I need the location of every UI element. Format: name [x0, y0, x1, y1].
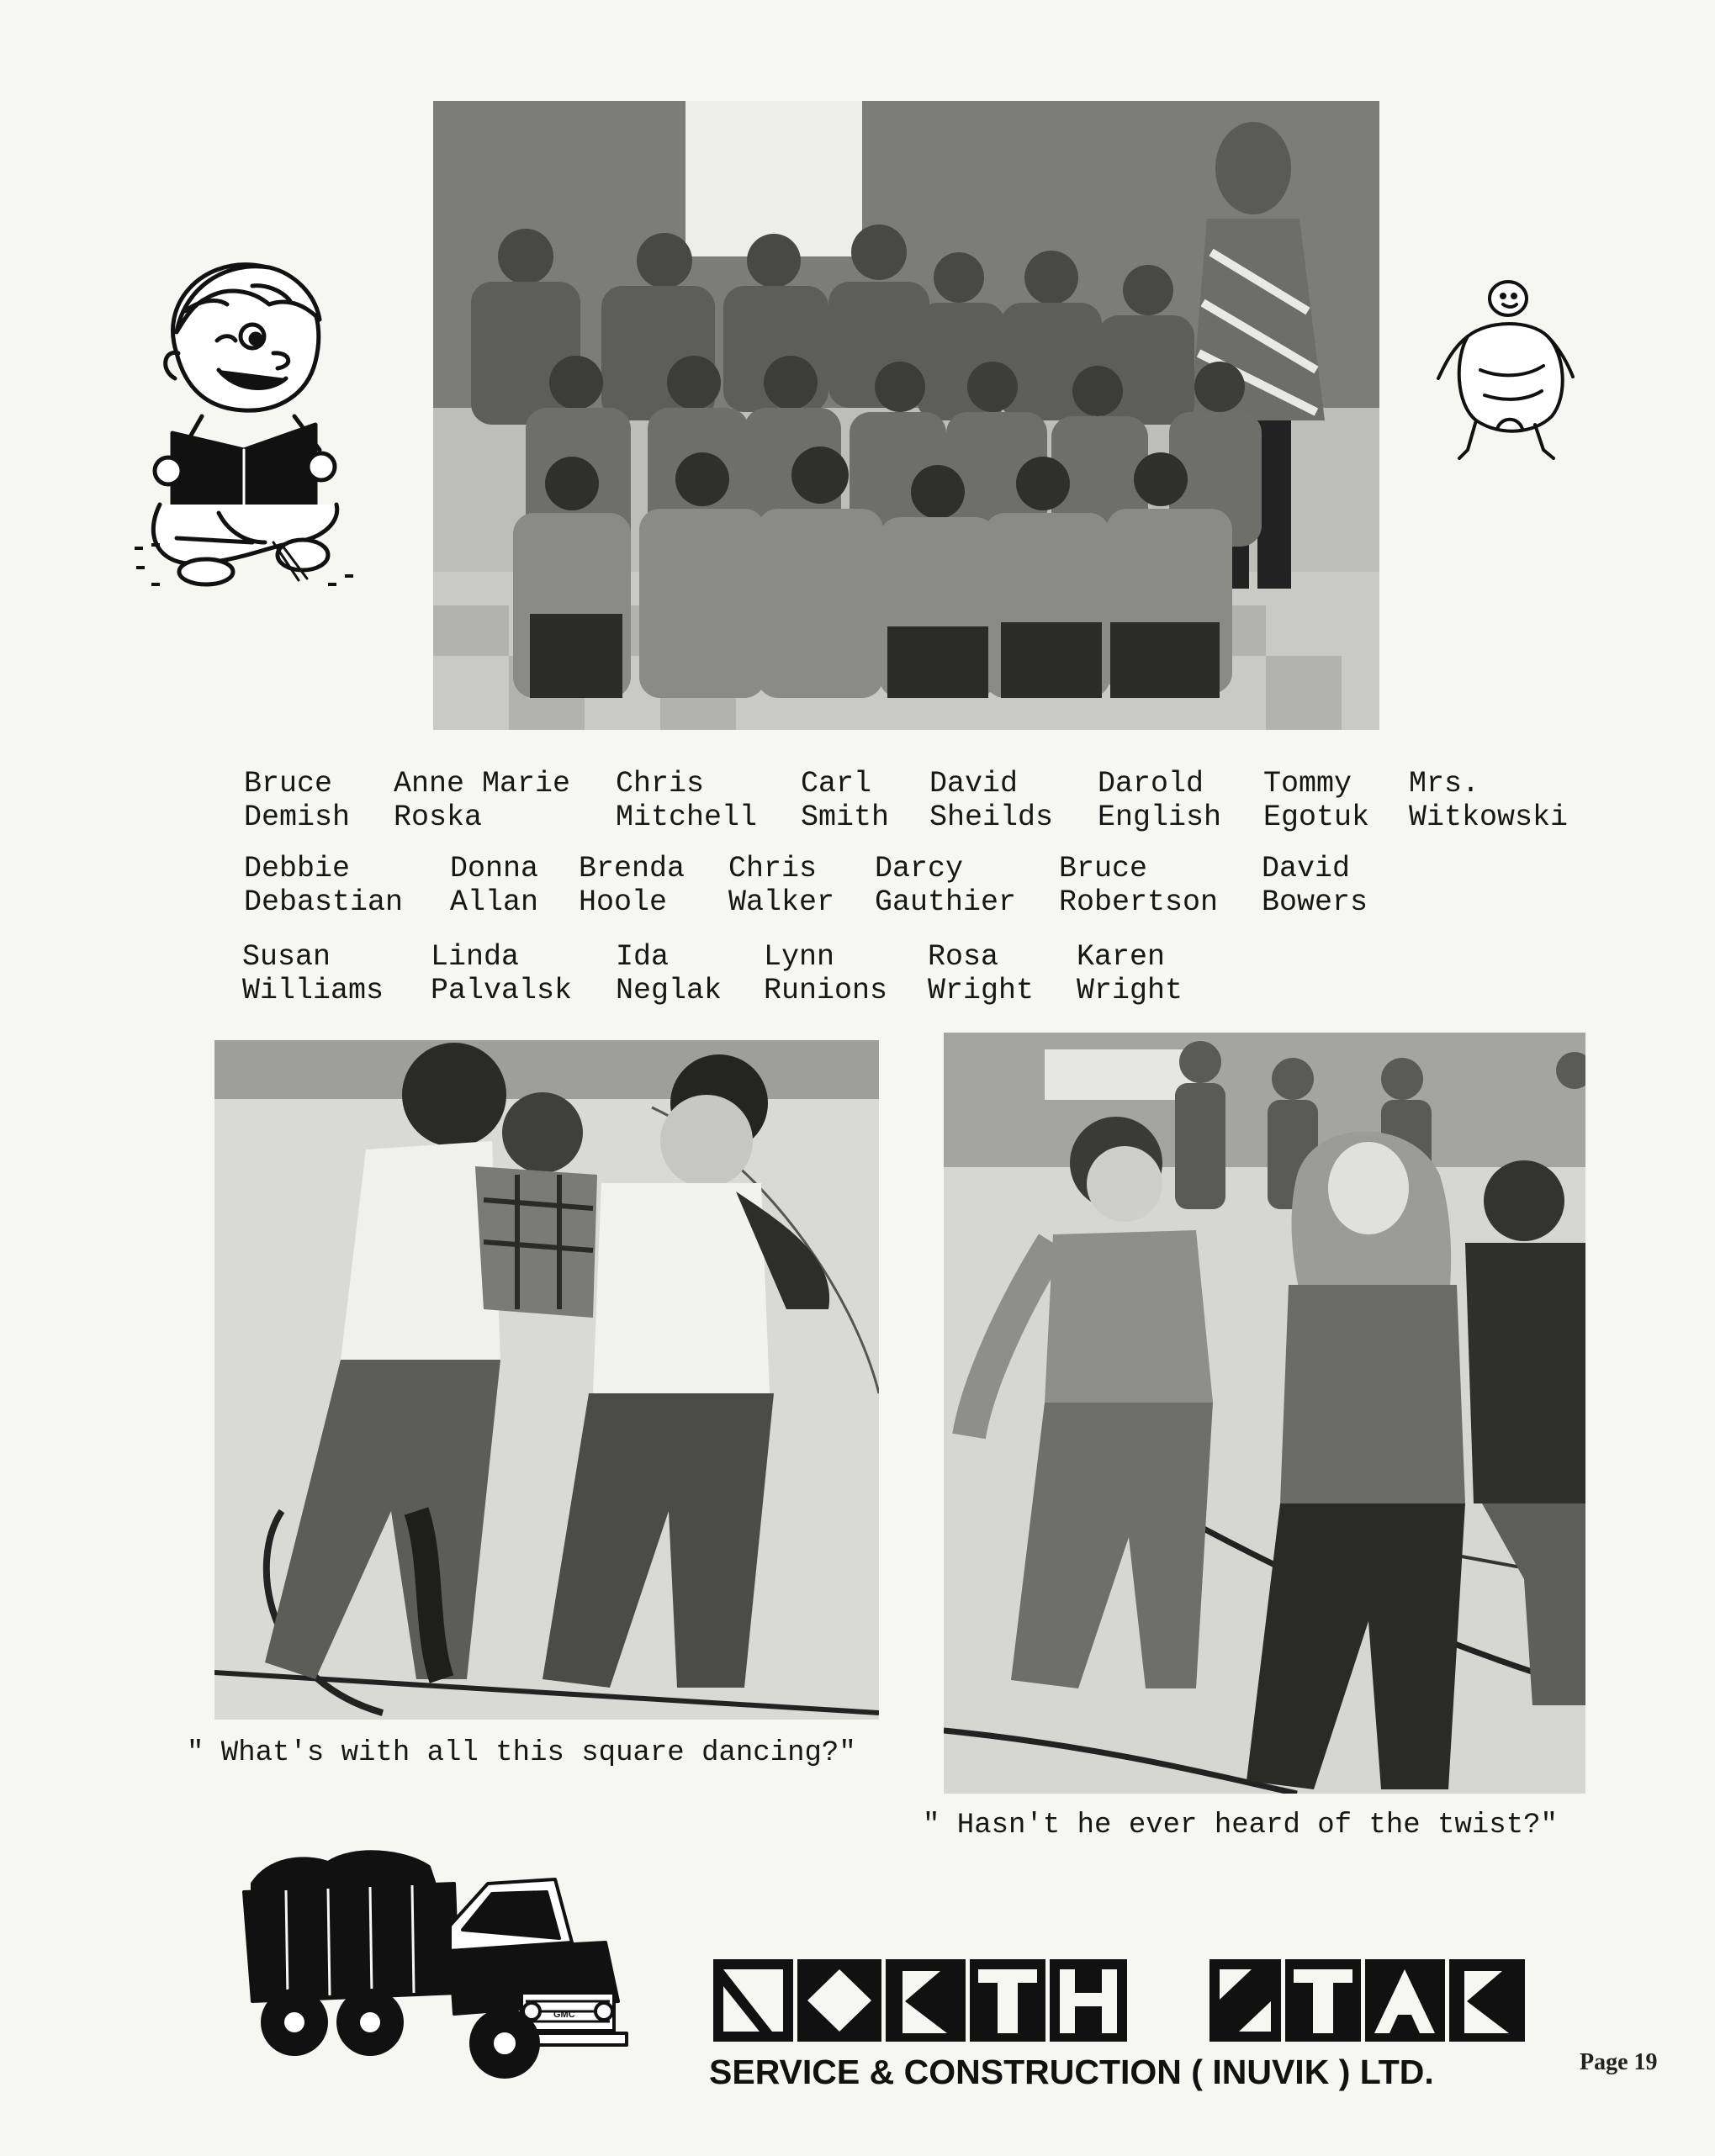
- truck-grille-label: GMC: [553, 2010, 575, 2020]
- reading-boy-icon: [126, 252, 370, 597]
- roster-name: Susan Williams: [242, 940, 384, 1007]
- roster-name: Darold English: [1098, 767, 1222, 834]
- roster-name: Anne Marie Roska: [394, 767, 571, 834]
- roster-name: Donna Allan: [450, 852, 539, 919]
- company-name: SERVICE & CONSTRUCTION ( INUVIK ) LTD.: [709, 2053, 1434, 2091]
- roster-name: Chris Walker: [728, 852, 835, 919]
- roster-name: David Bowers: [1262, 852, 1368, 919]
- north-star-logo: [713, 1959, 1525, 2042]
- square-dancing-photo: [214, 1040, 879, 1720]
- roster-name: Darcy Gauthier: [875, 852, 1017, 919]
- roster-row-back: [0, 767, 1715, 843]
- twist-photo: [944, 1033, 1585, 1794]
- class-photo: [433, 101, 1379, 730]
- roster-name: Mrs. Witkowski: [1409, 767, 1569, 834]
- roster-name: Ida Neglak: [616, 940, 723, 1007]
- caption-square-dancing: " What's with all this square dancing?": [187, 1737, 856, 1769]
- roster-row-front: [0, 940, 1715, 1016]
- roster-name: Carl Smith: [801, 767, 890, 834]
- caption-twist: " Hasn't he ever heard of the twist?": [923, 1810, 1558, 1842]
- roster-name: Tommy Egotuk: [1263, 767, 1370, 834]
- roster-name: Karen Wright: [1077, 940, 1183, 1007]
- roster-name: Chris Mitchell: [616, 767, 758, 834]
- dump-truck-icon: [236, 1833, 631, 2085]
- roster-name: Lynn Runions: [764, 940, 888, 1007]
- roster-name: Brenda Hoole: [579, 852, 685, 919]
- roster-name: Linda Palvalsk: [431, 940, 573, 1007]
- roster-name: Debbie Debastian: [244, 852, 404, 919]
- chubby-figure-icon: [1434, 277, 1577, 467]
- roster-row-middle: [0, 852, 1715, 927]
- roster-name: Rosa Wright: [928, 940, 1035, 1007]
- roster-name: Bruce Robertson: [1059, 852, 1219, 919]
- roster-name: David Sheilds: [929, 767, 1054, 834]
- page-number: Page 19: [1580, 2049, 1658, 2075]
- roster-name: Bruce Demish: [244, 767, 351, 834]
